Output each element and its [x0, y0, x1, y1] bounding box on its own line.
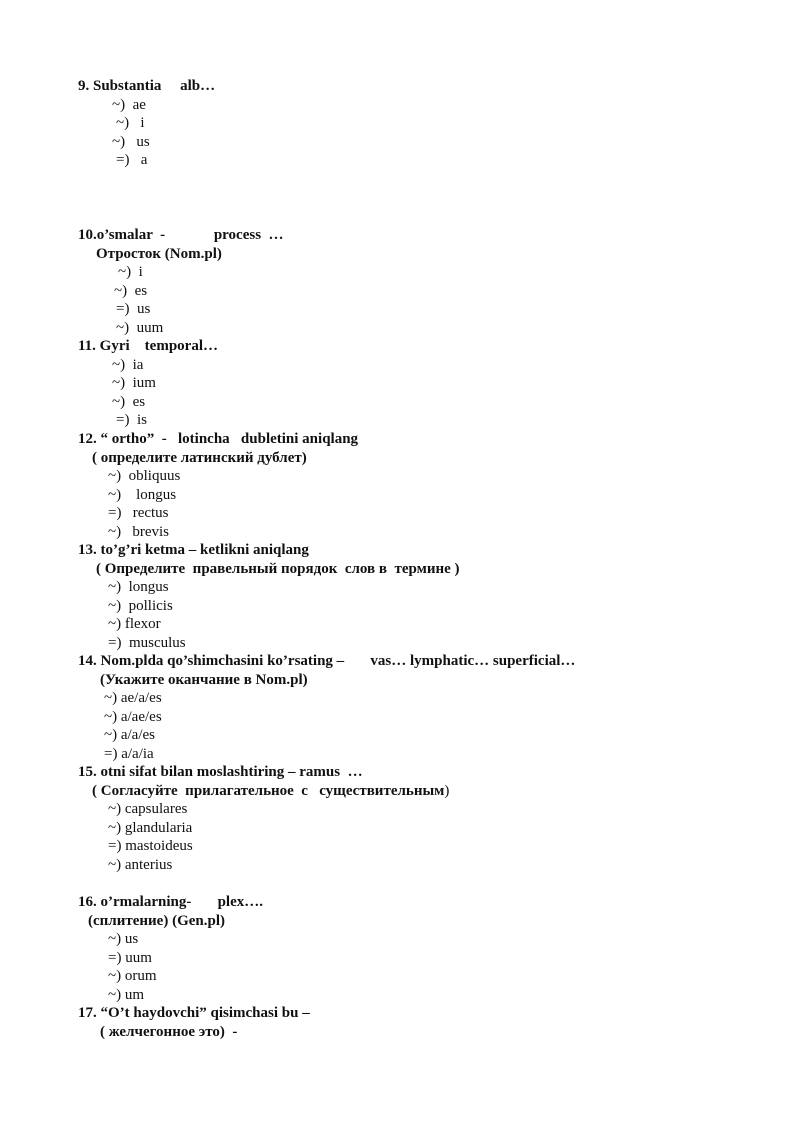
answer-option: ~) a/ae/es	[104, 708, 162, 725]
question-q10	[78, 226, 284, 337]
question-title: 11. Gyri temporal…	[78, 338, 218, 354]
answer-option: ~) longus	[108, 579, 169, 595]
question-subtitle: ( Определите правельный порядок слов в термине )	[96, 560, 460, 577]
question-q13	[78, 541, 460, 652]
question-subtitle: Отросток (Nom.pl)	[96, 245, 222, 262]
question-q17	[78, 1004, 310, 1041]
answer-option: ~) ae	[112, 96, 146, 113]
answer-option: ~) ium	[112, 375, 156, 391]
question-subtitle: ( Согласуйте прилагательное с существительным)	[92, 782, 450, 799]
question-q16	[78, 893, 263, 1004]
answer-option: ~) us	[108, 931, 139, 947]
question-q12	[78, 430, 358, 541]
question-title: 15. otni sifat bilan moslashtiring – ramus …	[78, 764, 363, 780]
question-q14	[78, 652, 575, 763]
answer-option: ~) uum	[116, 319, 164, 336]
answer-option: ~) capsulares	[108, 801, 188, 817]
question-title: 12. “ ortho” - lotincha dubletini aniqlang	[78, 431, 359, 447]
question-title: 10.o’smalar - process …	[78, 227, 284, 243]
question-q11	[78, 337, 218, 430]
answer-option: =) a	[116, 152, 148, 168]
question-q9	[78, 77, 215, 170]
answer-option: =) a/a/ia	[104, 745, 154, 762]
answer-option: ~) pollicis	[108, 597, 173, 614]
answer-option: ~) ae/a/es	[104, 690, 162, 706]
question-title: 16. o’rmalarning- plex….	[78, 894, 263, 910]
question-title: 17. “O’t haydovchi” qisimchasi bu –	[78, 1005, 310, 1021]
answer-option: ~) um	[108, 986, 145, 1003]
answer-option: =) us	[116, 301, 151, 317]
answer-option: ~) orum	[108, 968, 157, 984]
answer-option: =) uum	[108, 949, 152, 966]
answer-option: ~) ia	[112, 356, 144, 373]
question-q15	[78, 763, 449, 874]
answer-option: ~) brevis	[108, 523, 170, 540]
answer-option: ~) i	[118, 264, 143, 280]
answer-option: ~) us	[112, 133, 150, 150]
answer-option: ~) es	[114, 282, 148, 299]
answer-option: ~) anterius	[108, 856, 173, 873]
answer-option: ~) a/a/es	[104, 727, 156, 743]
answer-option: ~) i	[116, 115, 145, 131]
answer-option: ~) obliquus	[108, 468, 181, 484]
answer-option: ~) longus	[108, 486, 177, 503]
answer-option: ~) es	[112, 393, 146, 410]
question-title: 9. Substantia alb…	[78, 78, 216, 94]
answer-option: =) musculus	[108, 634, 186, 651]
question-title: 14. Nom.plda qo’shimchasini ko’rsating – vas… lymphatic… superficial…	[78, 653, 576, 669]
answer-option: =) rectus	[108, 505, 169, 521]
question-title: 13. to’g’ri ketma – ketlikni aniqlang	[78, 542, 309, 558]
answer-option: =) is	[116, 412, 147, 428]
question-subtitle: ( желчегонное это) -	[100, 1023, 238, 1040]
answer-option: =) mastoideus	[108, 838, 193, 854]
closing-paren: )	[444, 782, 450, 799]
answer-option: ~) flexor	[108, 616, 161, 632]
question-subtitle: (Укажите оканчание в Nom.pl)	[100, 671, 308, 688]
question-subtitle: (сплитение) (Gen.pl)	[88, 912, 225, 929]
question-subtitle: ( определите латинский дублет)	[92, 449, 307, 466]
answer-option: ~) glandularia	[108, 819, 193, 836]
